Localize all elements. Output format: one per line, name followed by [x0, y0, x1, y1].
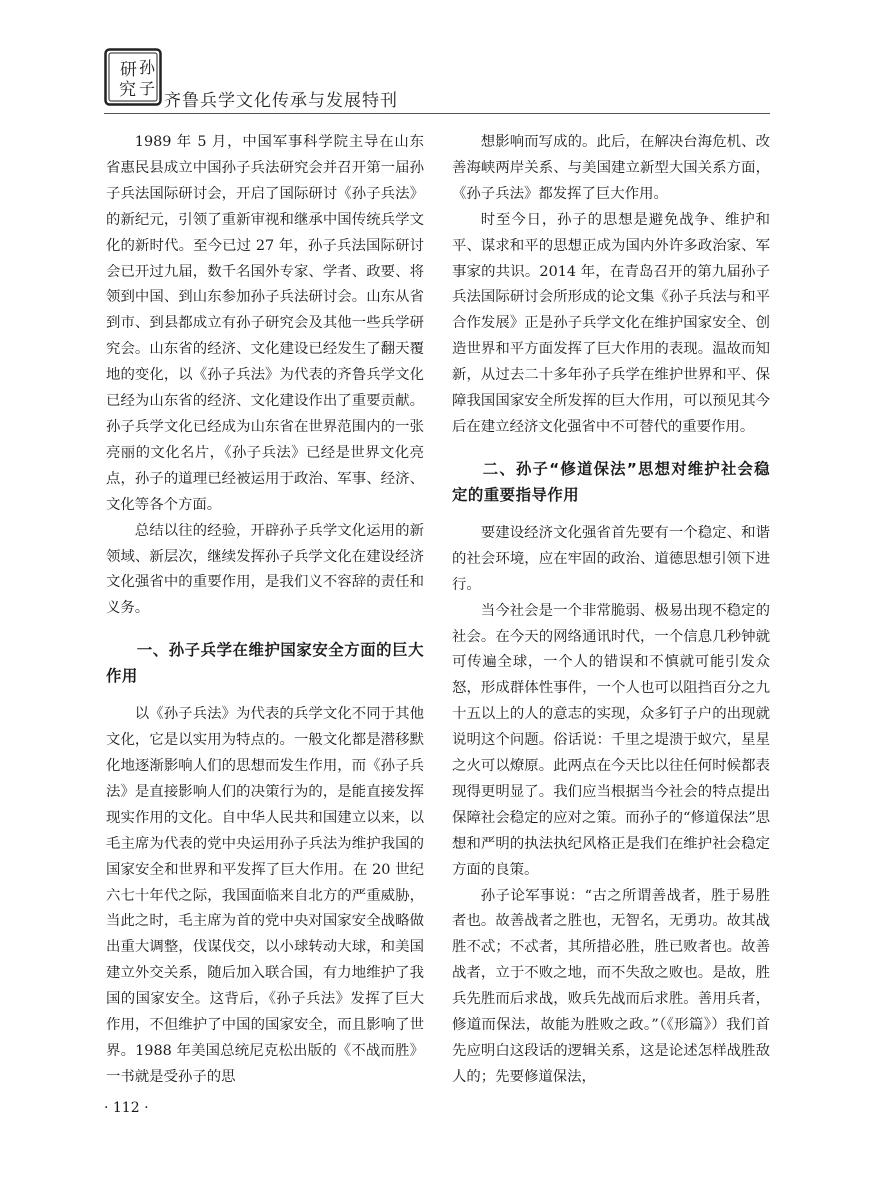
left-column — [106, 130, 424, 1091]
svg-text:孙: 孙 — [139, 58, 156, 77]
paragraph: 想影响而写成的。此后，在解决台海危机、改善海峡两岸关系、与美国建立新型大国关系方面，《孙子兵法》都发挥了巨大作用。 — [452, 134, 770, 202]
paragraph: 1989 年 5 月，中国军事科学院主导在山东省惠民县成立中国孙子兵法研究会并召开第一届孙子兵法国际研讨会，开启了国际研讨《孙子兵法》的新纪元，引领了重新审视和继承中国传统兵学文化的新时代。至今已过 27 年，孙子兵法国际研讨会已开过九届，数千名国外专家、学者、政要、将领到中国、到山东参加孙子兵法研讨会。山东从省到市、到县都成立有孙子研究会及其他一些兵学研究会。山东省的经济、文化建设已经发生了翻天覆地的变化，以《孙子兵法》为代表的齐鲁兵学文化已经为山东省的经济、文化建设作出了重要贡献。孙子兵学文化已经成为山东省在世界范围内的一张亮丽的文化名片，《孙子兵法》已经是世界文化亮点，孙子的道理已经被运用于政治、军事、经济、文化等各个方面。 — [106, 134, 424, 513]
journal-logo-seal — [104, 48, 162, 106]
header-rule — [104, 113, 770, 114]
right-column — [452, 130, 770, 1091]
paragraph: 当今社会是一个非常脆弱、极易出现不稳定的社会。在今天的网络通讯时代，一个信息几秒钟就可传遍全球，一个人的错误和不慎就可能引发众怒，形成群体性事件，一个人也可以阻挡百分之九十五以上的人的意志的实现，众多钉子户的出现就说明这个问题。俗话说：千里之堤溃于蚁穴，星星之火可以燎原。此两点在今天比以往任何时候都表现得更明显了。我们应当根据当今社会的特点提出保障社会稳定的应对之策。而孙子的“修道保法”思想和严明的执法执纪风格正是我们在维护社会稳定方面的良策。 — [452, 602, 770, 878]
journal-title: 齐鲁兵学文化传承与发展特刊 — [164, 91, 398, 111]
page-number: · 112 · — [104, 1100, 149, 1116]
svg-text:研: 研 — [120, 60, 137, 80]
paragraph: 孙子论军事说：“古之所谓善战者，胜于易胜者也。故善战者之胜也，无智名，无勇功。故其战胜不忒；不忒者，其所措必胜，胜已败者也。故善战者，立于不败之地，而不失敌之败也。是故，胜兵先胜而后求战，败兵先战而后求胜。善用兵者，修道而保法，故能为胜败之政。”（《形篇》）我们首先应明白这段话的逻辑关系，这是论述怎样战胜敌人的；先要修道保法， — [452, 887, 770, 1085]
paragraph: 总结以往的经验，开辟孙子兵学文化运用的新领域、新层次，继续发挥孙子兵学文化在建设经济文化强省中的重要作用，是我们义不容辞的责任和义务。 — [106, 522, 424, 617]
section-heading-1: 一、孙子兵学在维护国家安全方面的巨大作用 — [106, 641, 424, 686]
page-header — [104, 40, 770, 116]
paragraph: 要建设经济文化强省首先要有一个稳定、和谐的社会环境，应在牢固的政治、道德思想引领下进行。 — [452, 524, 770, 593]
svg-text:究: 究 — [119, 80, 136, 100]
section-heading-2: 二、孙子“修道保法”思想对维护社会稳定的重要指导作用 — [452, 459, 770, 504]
svg-text:子: 子 — [139, 79, 156, 98]
paragraph: 时至今日，孙子的思想是避免战争、维护和平、谋求和平的思想正成为国内外许多政治家、军事家的共识。2014 年，在青岛召开的第九届孙子兵法国际研讨会所形成的论文集《孙子兵法与和平合作发展》正是孙子兵学文化在维护国家安全、创造世界和平方面发挥了巨大作用的表现。温故而知新，从过去二十多年孙子兵学在维护世界和平、保障我国国家安全所发挥的巨大作用，可以预见其今后在建立经济文化强省中不可替代的重要作用。 — [452, 211, 770, 435]
paragraph: 以《孙子兵法》为代表的兵学文化不同于其他文化，它是以实用为特点的。一般文化都是潜移默化地逐渐影响人们的思想而发生作用，而《孙子兵法》是直接影响人们的决策行为的，是能直接发挥现实作用的文化。自中华人民共和国建立以来，以毛主席为代表的党中央运用孙子兵法为维护我国的国家安全和世界和平发挥了巨大作用。在 20 世纪六七十年代之际，我国面临来自北方的严重威胁，当此之时，毛主席为首的党中央对国家安全战略做出重大调整，伐谋伐交，以小球转动大球，和美国建立外交关系，随后加入联合国，有力地维护了我国的国家安全。这背后，《孙子兵法》发挥了巨大作用，不但维护了中国的国家安全，而且影响了世界。1988 年美国总统尼克松出版的《不战而胜》一书就是受孙子的思 — [106, 706, 424, 1085]
